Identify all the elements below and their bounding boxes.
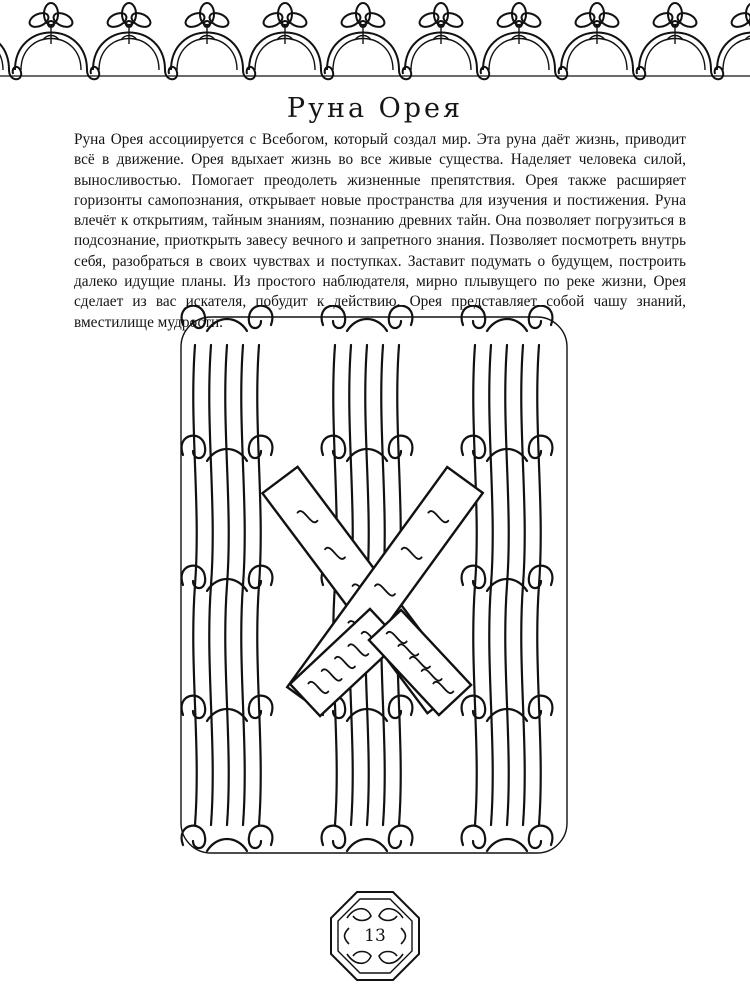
flower-petal (183, 10, 206, 29)
flower-petal (573, 10, 596, 29)
rune-scroll (462, 566, 486, 588)
rune-stave (225, 345, 228, 825)
flower-petal (675, 10, 698, 29)
flower-petal (261, 10, 284, 29)
flower-stem (745, 28, 750, 44)
flower-petal (363, 10, 386, 29)
rune-arch (347, 319, 387, 331)
rune-scroll (322, 826, 346, 848)
rune-scroll (462, 696, 486, 718)
rune-arch (347, 839, 387, 851)
flower-petal (441, 10, 464, 29)
flower-petal (597, 10, 620, 29)
flower-stem (355, 28, 371, 44)
flower-stem (589, 28, 605, 44)
flower-stem (121, 28, 137, 44)
flower-petal (207, 10, 230, 29)
rune-arch (207, 319, 247, 331)
flower-petal (27, 10, 50, 29)
rune-orea-illustration (175, 305, 573, 865)
rune-scroll (389, 436, 413, 458)
rune-scroll (249, 826, 273, 848)
flower-petal (285, 10, 308, 29)
rune-arch (487, 319, 527, 331)
rune-arch (207, 839, 247, 851)
flower-stem (433, 28, 449, 44)
rune-scroll (249, 696, 273, 718)
border-arch (717, 33, 750, 71)
flower-petal (495, 10, 518, 29)
flower-stem (511, 28, 527, 44)
page-number-text: 13 (361, 926, 389, 946)
rune-scroll (529, 436, 553, 458)
flower-petal (651, 10, 674, 29)
rune-scroll (249, 436, 273, 458)
rune-scroll (182, 306, 206, 328)
flower-petal (129, 10, 152, 29)
flower-stem (199, 28, 215, 44)
rune-scroll (462, 826, 486, 848)
flower-stem (277, 28, 293, 44)
octagon-ornament-icon (327, 888, 423, 984)
flower-petal (339, 10, 362, 29)
flower-stem (667, 28, 683, 44)
border-arch (0, 33, 9, 71)
flower-petal (105, 10, 128, 29)
body-paragraph: Руна Орея ассоциируется с Всебогом, который создал мир. Эта руна даёт жизнь, приводит всё в движение. Орея вдыхает жизнь во все живые существа. Наделяет человека силой, выносливостью. Помогает преодолеть жизненные препятствия. Орея также расширяет горизонты самопознания, открывает новые пространства для изучения и постижения. Руна влечёт к открытиям, тайным знаниям, познанию древних тайн. Она позволяет погрузиться в подсознание, приоткрыть завесу вечного и запретного знания. Позволяет посмотреть внутрь себя, разобраться в своих чувствах и поступках. Заставит подумать о будущем, построить далеко идущие планы. Из простого наблюдателя, мирно плывущего по реке жизни, Орея сделает из вас искателя, побудит к действию. Орея представляет собой чашу знаний, вместилище мудрости. (74, 131, 686, 331)
rune-scroll (389, 696, 413, 718)
rune-arch (487, 839, 527, 851)
page-title: Руна Орея (286, 93, 464, 124)
flower-petal (51, 10, 74, 29)
rune-scroll (529, 696, 553, 718)
rune-scroll (182, 566, 206, 588)
floral-border-ornament (0, 0, 750, 85)
rune-scroll (389, 826, 413, 848)
flower-petal (417, 10, 440, 29)
flower-stem (43, 28, 59, 44)
rune-scroll (182, 826, 206, 848)
rune-scroll (182, 696, 206, 718)
rune-stave (505, 345, 508, 825)
flower-petal (519, 10, 542, 29)
rune-scroll (529, 826, 553, 848)
